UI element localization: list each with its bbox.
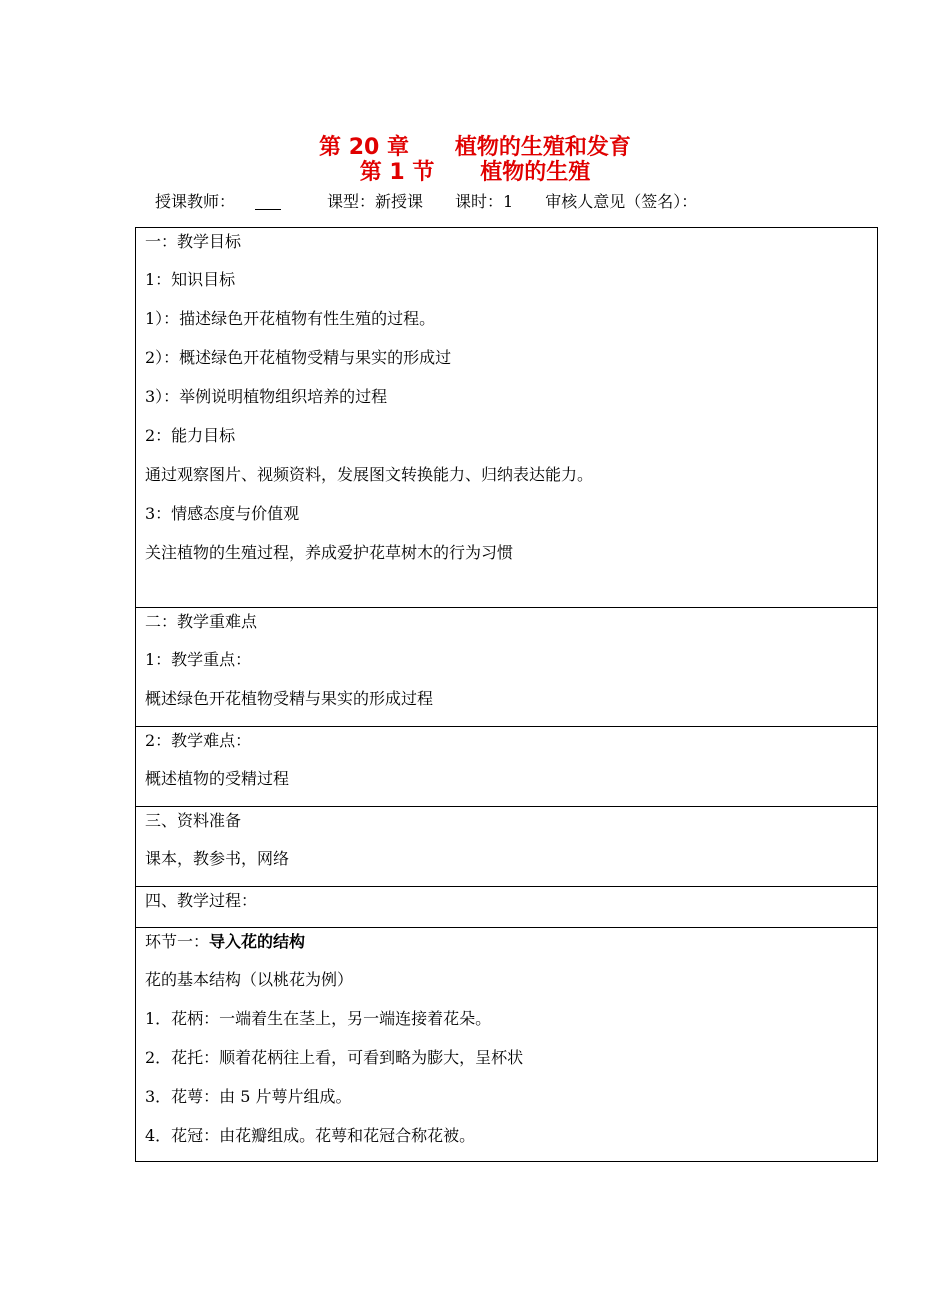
stage-one-heading (145, 928, 868, 967)
key-points-row (136, 608, 878, 727)
flower-structure-subtitle: 花的基本结构（以桃花为例） (145, 970, 354, 989)
knowledge-item-2: 2）：概述绿色开花植物受精与果实的形成过 (145, 348, 452, 367)
process-cell (136, 887, 878, 928)
lesson-type: 课型：新授课 (327, 192, 424, 211)
section-title: 第 1 节 植物的生殖 (359, 160, 591, 185)
ability-text: 通过观察图片、视频资料，发展图文转换能力、归纳表达能力。 (145, 465, 594, 484)
lesson-plan-table (135, 227, 878, 1162)
teacher-name-blank (255, 195, 281, 210)
knowledge-item-1: 1）：描述绿色开花植物有性生殖的过程。 (145, 309, 436, 328)
key-points-cell (136, 608, 878, 727)
objectives-heading: 一：教学目标 (145, 232, 242, 251)
process-row (136, 887, 878, 928)
key-text: 概述绿色开花植物受精与果实的形成过程 (145, 689, 434, 708)
flower-item-4: 4．花冠：由花瓣组成。花萼和花冠合称花被。 (145, 1126, 476, 1145)
stage-one-title: 导入花的结构 (209, 932, 306, 951)
difficult-text: 概述植物的受精过程 (145, 769, 290, 788)
key-points-heading: 二：教学重难点 (145, 612, 258, 631)
materials-heading: 三、资料准备 (145, 811, 242, 830)
chapter-title: 第 20 章 植物的生殖和发育 (319, 135, 631, 160)
emotion-title: 3：情感态度与价值观 (145, 504, 300, 523)
difficult-points-cell (136, 727, 878, 807)
materials-row (136, 807, 878, 887)
objectives-cell (136, 228, 878, 608)
knowledge-title: 1：知识目标 (145, 270, 236, 289)
materials-text: 课本，教参书，网络 (145, 849, 290, 868)
knowledge-item-3: 3）：举例说明植物组织培养的过程 (145, 387, 388, 406)
stage-one-cell (136, 928, 878, 1162)
flower-item-3: 3．花萼：由 5 片萼片组成。 (145, 1087, 352, 1106)
reviewer-label: 审核人意见（签名）： (545, 192, 698, 211)
process-heading: 四、教学过程： (145, 891, 258, 910)
teacher-label: 授课教师： (155, 192, 236, 211)
flower-item-2: 2．花托：顺着花柄往上看，可看到略为膨大，呈杯状 (145, 1048, 524, 1067)
difficult-points-row (136, 727, 878, 807)
difficult-title: 2：教学难点： (145, 731, 252, 750)
flower-item-1: 1．花柄：一端着生在茎上，另一端连接着花朵。 (145, 1009, 492, 1028)
objectives-row (136, 228, 878, 608)
materials-cell (136, 807, 878, 887)
key-title: 1：教学重点： (145, 650, 252, 669)
stage-one-label: 环节一： (145, 932, 210, 951)
emotion-text: 关注植物的生殖过程，养成爱护花草树木的行为习惯 (145, 543, 514, 562)
lesson-info-row (155, 190, 697, 214)
lesson-hours: 课时：1 (455, 192, 514, 211)
ability-title: 2：能力目标 (145, 426, 236, 445)
stage-one-row (136, 928, 878, 1162)
